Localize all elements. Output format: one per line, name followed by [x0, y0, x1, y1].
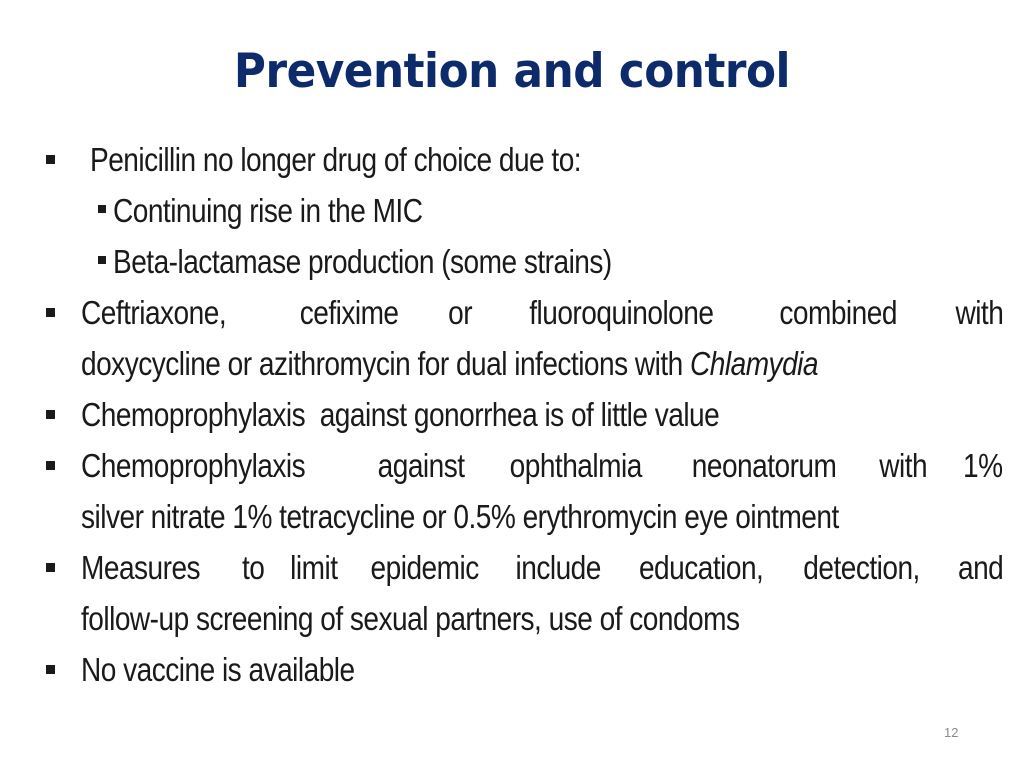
word: 1%	[963, 447, 1003, 484]
justified-line	[81, 287, 1003, 339]
word: detection,	[803, 549, 921, 586]
bullet-text: No vaccine is available	[81, 651, 355, 688]
bullet-square-icon	[46, 155, 55, 164]
bullet-text: Chemoprophylaxis against gonorrhea is of little value	[81, 396, 720, 433]
word: Chemoprophylaxis	[81, 447, 306, 484]
word: with	[955, 294, 1003, 331]
word: Measures	[81, 549, 201, 586]
word: against	[377, 447, 465, 484]
bullet-square-icon	[46, 665, 55, 674]
word: cefixime	[299, 294, 399, 331]
word: with	[878, 447, 927, 484]
bullet-continuation-line	[0, 593, 1024, 645]
word: limit	[290, 549, 338, 586]
word: epidemic	[370, 549, 479, 586]
bullet-list	[0, 134, 1024, 704]
bullet-item-ophthalmia	[0, 440, 1024, 492]
page-number: 12	[944, 725, 959, 740]
word: education,	[638, 549, 763, 586]
word: or	[448, 294, 473, 331]
bullet-item-ceftriaxone	[0, 287, 1024, 339]
word: include	[515, 549, 601, 586]
bullet-item-measures	[0, 542, 1024, 594]
bullet-text-continuation: silver nitrate 1% tetracycline or 0.5% erythromycin eye ointment	[81, 498, 839, 535]
word: neonatorum	[691, 447, 837, 484]
sub-bullet-item-mic	[0, 185, 1024, 237]
word: Ceftriaxone,	[81, 294, 227, 331]
sub-bullet-text: Continuing rise in the MIC	[113, 192, 423, 229]
justified-line	[81, 542, 1003, 594]
bullet-square-icon	[46, 461, 55, 470]
word: combined	[779, 294, 898, 331]
bullet-square-icon	[98, 256, 106, 264]
sub-bullet-item-beta-lactamase	[0, 236, 1024, 288]
chlamydia-italic-text: Chlamydia	[690, 345, 818, 382]
bullet-square-icon	[46, 563, 55, 572]
bullet-square-icon	[46, 410, 55, 419]
word: ophthalmia	[509, 447, 642, 484]
bullet-square-icon	[46, 308, 55, 317]
bullet-item-chemoprophylaxis-gonorrhea	[0, 389, 1024, 441]
bullet-item-penicillin	[0, 134, 1024, 186]
justified-line	[81, 440, 1003, 492]
word: to	[242, 549, 265, 586]
word: fluoroquinolone	[529, 294, 714, 331]
bullet-square-icon	[98, 205, 106, 213]
slide-title: Prevention and control	[233, 44, 791, 99]
continuation-text: doxycycline or azithromycin for dual infections with	[81, 345, 691, 382]
word: and	[957, 549, 1003, 586]
bullet-text-continuation	[81, 338, 818, 390]
sub-bullet-text: Beta-lactamase production (some strains)	[113, 243, 612, 280]
bullet-item-no-vaccine	[0, 644, 1024, 696]
bullet-text-continuation: follow-up screening of sexual partners, use of condoms	[81, 600, 740, 637]
bullet-continuation-line	[0, 338, 1024, 390]
bullet-text: Penicillin no longer drug of choice due to:	[90, 141, 582, 178]
bullet-continuation-line	[0, 491, 1024, 543]
